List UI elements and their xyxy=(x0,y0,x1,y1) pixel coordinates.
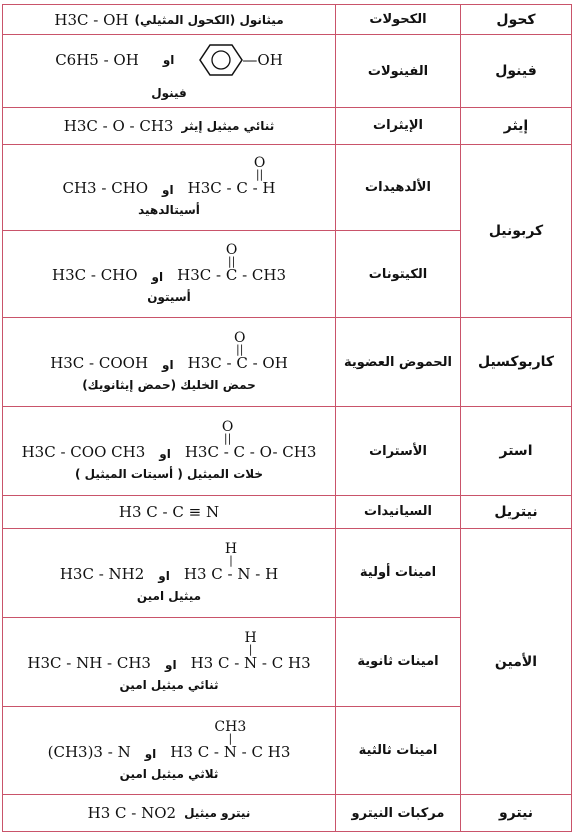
table-row xyxy=(3,144,572,231)
example-cell xyxy=(3,108,336,144)
table-row xyxy=(3,795,572,832)
example-cell xyxy=(3,35,336,108)
example-cell xyxy=(3,795,336,832)
or-text: او xyxy=(162,358,174,373)
caption-text: خلات الميثيل ( أسيتات الميثيل ) xyxy=(74,467,264,482)
family-name: كحول xyxy=(461,5,572,35)
double-bond: || xyxy=(227,255,236,269)
caption-text: أسيتون xyxy=(147,290,191,305)
or-text: او xyxy=(151,270,164,285)
double-bond: || xyxy=(223,432,232,446)
oxygen-label: O xyxy=(225,242,238,259)
group-name: الألدهيدات xyxy=(336,144,461,231)
caption-text: ميثيل امين xyxy=(136,588,202,603)
formula-text: H3 C - C ≡ N xyxy=(3,496,336,528)
example-cell xyxy=(3,617,336,706)
caption-text: نيترو ميثيل xyxy=(184,806,251,821)
structure-text: H3 C - N - C H3 xyxy=(170,742,291,761)
family-name: إيثر xyxy=(461,108,572,144)
formula-text: H3C - NH - CH3 xyxy=(27,653,151,672)
group-name: الإيثرات xyxy=(336,108,461,144)
double-bond: || xyxy=(236,343,244,357)
or-text: او xyxy=(162,183,174,198)
table-row xyxy=(3,5,572,35)
structural-formula xyxy=(185,421,317,461)
single-bond: | xyxy=(228,731,233,745)
example-cell xyxy=(3,144,336,231)
example-cell xyxy=(3,407,336,496)
example-cell xyxy=(3,318,336,407)
formula-text: H3C - COOH xyxy=(50,354,149,373)
ring-oh-text: OH xyxy=(257,51,283,70)
structure-text: H3C - C - O- CH3 xyxy=(184,443,317,462)
group-name: امينات ثانوية xyxy=(336,617,461,706)
or-text: او xyxy=(159,447,171,462)
structural-formula xyxy=(183,540,279,583)
group-name: امينات ثالثية xyxy=(336,706,461,795)
family-name: نيترو xyxy=(461,795,572,832)
group-name: الحموض العضوية xyxy=(336,318,461,407)
formula-text: H3 C - NO2 xyxy=(87,804,177,823)
functional-groups-table xyxy=(2,4,572,832)
caption-text: أسيتالدهيد xyxy=(138,203,200,218)
example-cell xyxy=(3,528,336,617)
formula-text: CH3 - CHO xyxy=(62,179,149,198)
structural-formula xyxy=(190,629,311,672)
family-name: فينول xyxy=(461,35,572,108)
or-text: او xyxy=(162,53,175,68)
oxygen-label: O xyxy=(221,419,234,436)
formula-text: H3C - OH xyxy=(54,10,129,29)
caption-text: ثنائي ميثيل امين xyxy=(119,677,219,692)
benzene-ring-icon xyxy=(198,42,244,78)
table-row xyxy=(3,108,572,144)
group-name: الفينولات xyxy=(336,35,461,108)
structural-formula xyxy=(177,244,286,284)
group-name: الكيتونات xyxy=(336,231,461,318)
table-row xyxy=(3,528,572,617)
double-bond: || xyxy=(255,168,264,182)
family-name: استر xyxy=(461,407,572,496)
family-name: كاربوكسيل xyxy=(461,318,572,407)
example-cell xyxy=(3,5,336,35)
structure-text: H3 C - N - H xyxy=(183,564,279,583)
caption-text: ميثانول (الكحول المثيلي) xyxy=(134,12,284,27)
formula-text: (CH3)3 - N xyxy=(47,742,131,761)
table-row xyxy=(3,407,572,496)
group-name: السيانيدات xyxy=(336,496,461,528)
structural-formula xyxy=(170,718,291,761)
formula-text: H3C - O - CH3 xyxy=(63,116,174,135)
or-text: او xyxy=(158,568,170,583)
formula-text: H3C - NH2 xyxy=(59,564,145,583)
family-name: كربونيل xyxy=(461,144,572,318)
structural-formula xyxy=(188,332,288,372)
example-cell xyxy=(3,706,336,795)
benzene-ring: — OH xyxy=(198,42,282,78)
or-text: او xyxy=(164,657,177,672)
table-row xyxy=(3,318,572,407)
group-name: امينات أولية xyxy=(336,528,461,617)
table-row xyxy=(3,496,572,528)
caption-text: فينول xyxy=(151,86,187,101)
top-atom: CH3 xyxy=(214,718,247,735)
structure-text: H3 C - N - C H3 xyxy=(190,653,311,672)
single-bond: | xyxy=(248,642,253,656)
formula-text: H3C - COO CH3 xyxy=(21,443,146,462)
example-cell xyxy=(3,231,336,318)
group-name: الكحولات xyxy=(336,5,461,35)
formula-text: H3C - CHO xyxy=(51,266,138,285)
caption-text: حمض الخليك (حمض إيثانويك) xyxy=(82,378,256,393)
oxygen-label: O xyxy=(233,330,246,347)
group-name: الأسترات xyxy=(336,407,461,496)
caption-text: ثنائي ميثيل إيثر xyxy=(181,118,275,133)
structure-text: H3C - C - H xyxy=(187,179,276,198)
caption-text: ثلاثي ميثيل امين xyxy=(119,766,219,781)
top-atom: H xyxy=(224,540,238,557)
family-name: نيتريل xyxy=(461,496,572,528)
structure-text: H3C - C - OH xyxy=(187,354,288,373)
group-name: مركبات النيترو xyxy=(336,795,461,832)
single-bond: | xyxy=(229,553,233,567)
family-name: الأمين xyxy=(461,528,572,795)
formula-text: C6H5 - OH xyxy=(55,51,139,70)
or-text: او xyxy=(144,746,157,761)
table-row xyxy=(3,35,572,108)
oxygen-label: O xyxy=(253,155,266,172)
structural-formula xyxy=(188,157,276,197)
structure-text: H3C - C - CH3 xyxy=(177,266,287,285)
top-atom: H xyxy=(244,629,257,646)
